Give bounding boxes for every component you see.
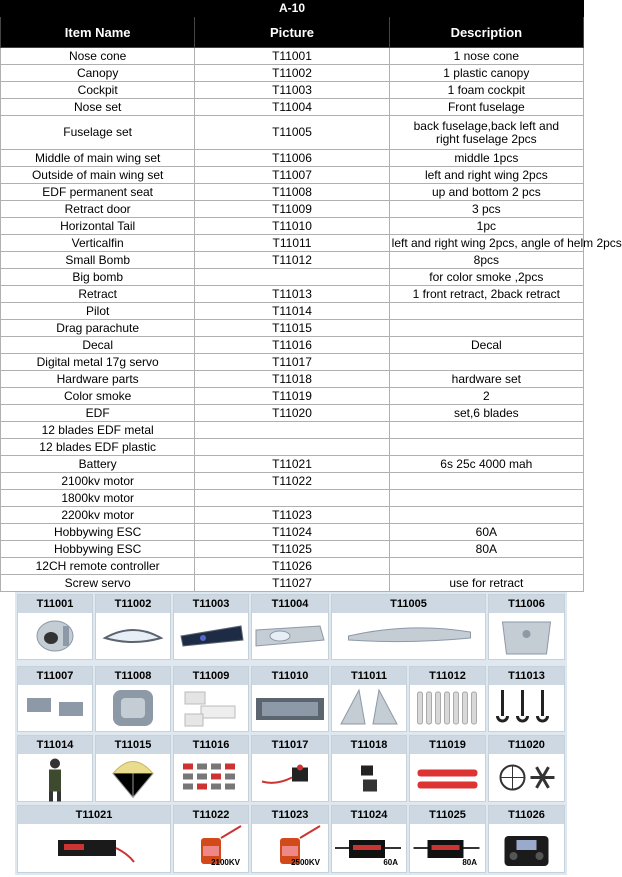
item-name-cell: Fuselage set	[1, 116, 195, 150]
description-cell	[389, 575, 583, 592]
description-cell	[389, 405, 583, 422]
item-name-cell: Hobbywing ESC	[1, 541, 195, 558]
catalog-code-label: T11018	[332, 736, 406, 754]
item-name-cell: EDF	[1, 405, 195, 422]
picture-code-cell: T11012	[195, 252, 389, 269]
title-row	[1, 1, 584, 17]
description-cell	[389, 150, 583, 167]
table-row	[1, 252, 584, 269]
picture-code-cell: T11008	[195, 184, 389, 201]
table-row	[1, 48, 584, 65]
description-text: Front fuselage	[447, 99, 525, 114]
table-row	[1, 388, 584, 405]
description-cell	[389, 167, 583, 184]
header-picture: Picture	[195, 17, 389, 48]
description-cell	[389, 286, 583, 303]
table-row	[1, 575, 584, 592]
catalog-sub-label: 2500KV	[291, 858, 320, 867]
catalog-code-label: T11007	[18, 667, 92, 685]
catalog-code-label: T11015	[96, 736, 170, 754]
table-row	[1, 439, 584, 456]
catalog-code-label: T11005	[332, 595, 485, 613]
item-name-cell: Cockpit	[1, 82, 195, 99]
catalog-sub-label: 2100KV	[211, 858, 240, 867]
catalog-cell	[488, 666, 565, 732]
item-name-cell: 2100kv motor	[1, 473, 195, 490]
description-cell	[389, 507, 583, 524]
item-name-cell: Hobbywing ESC	[1, 524, 195, 541]
catalog-cell	[331, 594, 486, 660]
picture-code-cell: T11017	[195, 354, 389, 371]
table-row	[1, 269, 584, 286]
picture-code-cell: T11013	[195, 286, 389, 303]
item-name-cell: Retract	[1, 286, 195, 303]
item-name-cell: Big bomb	[1, 269, 195, 286]
description-text: 60A	[475, 524, 497, 539]
catalog-cell	[331, 805, 407, 873]
table-row	[1, 524, 584, 541]
catalog-sub-label: 60A	[383, 858, 398, 867]
table-row	[1, 507, 584, 524]
small-bomb-icon	[410, 685, 485, 731]
table-row	[1, 354, 584, 371]
outer-wing-icon	[18, 685, 92, 731]
item-name-cell: Outside of main wing set	[1, 167, 195, 184]
description-text: for color smoke ,2pcs	[429, 269, 544, 284]
header-description: Description	[389, 17, 583, 48]
table-row	[1, 558, 584, 575]
header-item-name: Item Name	[1, 17, 195, 48]
catalog-cell	[331, 666, 407, 732]
item-name-cell: EDF permanent seat	[1, 184, 195, 201]
table-row	[1, 405, 584, 422]
description-cell	[389, 354, 583, 371]
catalog-code-label: T11014	[18, 736, 92, 754]
catalog-cell	[95, 666, 171, 732]
item-name-cell: 2200kv motor	[1, 507, 195, 524]
description-cell	[389, 303, 583, 320]
photo-catalog	[15, 592, 567, 875]
item-name-cell: Color smoke	[1, 388, 195, 405]
description-text: set,6 blades	[453, 405, 519, 420]
catalog-cell	[251, 805, 329, 873]
description-cell	[389, 252, 583, 269]
description-cell	[389, 235, 622, 252]
catalog-cell	[409, 805, 486, 873]
picture-code-cell: T11014	[195, 303, 389, 320]
description-text-line2: right fuselage 2pcs	[435, 131, 537, 146]
description-cell	[389, 558, 583, 575]
item-name-cell: Pilot	[1, 303, 195, 320]
catalog-cell	[251, 666, 329, 732]
catalog-sub-label: 80A	[462, 858, 477, 867]
picture-code-cell: T11025	[195, 541, 389, 558]
description-text: 1 nose cone	[453, 48, 520, 63]
item-name-cell: Digital metal 17g servo	[1, 354, 195, 371]
catalog-code-label: T11001	[18, 595, 92, 613]
catalog-cell	[331, 735, 407, 802]
picture-code-cell: T11005	[195, 116, 389, 150]
table-row	[1, 541, 584, 558]
catalog-cell	[251, 594, 329, 660]
description-text: hardware set	[451, 371, 522, 386]
nose-set-icon	[252, 613, 328, 659]
catalog-cell	[95, 594, 171, 660]
catalog-cell	[409, 666, 486, 732]
description-text: use for retract	[449, 575, 524, 590]
table-row	[1, 320, 584, 337]
picture-code-cell: T11024	[195, 524, 389, 541]
catalog-code-label: T11020	[489, 736, 564, 754]
catalog-code-label: T11026	[489, 806, 564, 824]
description-text: middle 1pcs	[454, 150, 519, 165]
catalog-cell	[17, 735, 93, 802]
table-row	[1, 201, 584, 218]
catalog-code-label: T11008	[96, 667, 170, 685]
item-name-cell: 12 blades EDF plastic	[1, 439, 195, 456]
catalog-code-label: T11002	[96, 595, 170, 613]
item-name-cell: Nose set	[1, 99, 195, 116]
picture-code-cell: T11011	[195, 235, 389, 252]
table-row	[1, 473, 584, 490]
edf-seat-icon	[96, 685, 170, 731]
color-smoke-icon	[410, 754, 485, 801]
item-name-cell: Middle of main wing set	[1, 150, 195, 167]
picture-code-cell: T11015	[195, 320, 389, 337]
description-cell	[389, 541, 583, 558]
table-row	[1, 490, 584, 507]
item-name-cell: Retract door	[1, 201, 195, 218]
picture-code-cell: T11007	[195, 167, 389, 184]
picture-code-cell	[195, 439, 389, 456]
catalog-cell	[173, 594, 249, 660]
table-row	[1, 422, 584, 439]
picture-code-cell: T11019	[195, 388, 389, 405]
catalog-cell	[17, 594, 93, 660]
description-text: Decal	[470, 337, 502, 352]
description-text: 1pc	[476, 218, 496, 233]
catalog-cell	[173, 805, 249, 873]
item-name-cell: Horizontal Tail	[1, 218, 195, 235]
catalog-cell	[173, 735, 249, 802]
fuselage-icon	[332, 613, 485, 659]
catalog-code-label: T11003	[174, 595, 248, 613]
picture-code-cell: T11002	[195, 65, 389, 82]
catalog-cell	[488, 594, 565, 660]
item-name-cell: Decal	[1, 337, 195, 354]
description-cell	[389, 439, 583, 456]
item-name-cell: Hardware parts	[1, 371, 195, 388]
catalog-cell	[173, 666, 249, 732]
table-row	[1, 286, 584, 303]
catalog-code-label: T11023	[252, 806, 328, 824]
catalog-code-label: T11017	[252, 736, 328, 754]
item-name-cell: Verticalfin	[1, 235, 195, 252]
description-cell	[389, 371, 583, 388]
picture-code-cell	[195, 269, 389, 286]
catalog-code-label: T11006	[489, 595, 564, 613]
description-cell	[389, 65, 583, 82]
horizontal-tail-icon	[252, 685, 328, 731]
battery-icon	[18, 824, 170, 872]
middle-wing-icon	[489, 613, 564, 659]
description-cell	[389, 456, 583, 473]
remote-controller-icon	[489, 824, 564, 872]
catalog-code-label: T11021	[18, 806, 170, 824]
description-text: 3 pcs	[471, 201, 501, 216]
table-row	[1, 371, 584, 388]
picture-code-cell: T11022	[195, 473, 389, 490]
picture-code-cell: T11027	[195, 575, 389, 592]
retract-icon	[489, 685, 564, 731]
description-cell	[389, 269, 583, 286]
item-name-cell: Nose cone	[1, 48, 195, 65]
description-cell	[389, 82, 583, 99]
item-name-cell: 1800kv motor	[1, 490, 195, 507]
picture-code-cell: T11016	[195, 337, 389, 354]
description-text: left and right wing 2pcs	[424, 167, 548, 182]
catalog-cell	[95, 735, 171, 802]
picture-code-cell: T11020	[195, 405, 389, 422]
catalog-cell	[488, 805, 565, 873]
edf-icon	[489, 754, 564, 801]
picture-code-cell: T11004	[195, 99, 389, 116]
table-row	[1, 99, 584, 116]
table-title: A-10	[1, 1, 584, 17]
item-name-cell: 12CH remote controller	[1, 558, 195, 575]
description-cell	[389, 201, 583, 218]
description-cell	[389, 48, 583, 65]
picture-code-cell: T11001	[195, 48, 389, 65]
description-text: 1 front retract, 2back retract	[412, 286, 561, 301]
picture-code-cell: T11023	[195, 507, 389, 524]
description-cell	[389, 524, 583, 541]
description-text: back fuselage,back left and	[413, 118, 560, 133]
table-row	[1, 82, 584, 99]
pilot-icon	[18, 754, 92, 801]
item-name-cell: 12 blades EDF metal	[1, 422, 195, 439]
header-row	[1, 17, 584, 48]
picture-code-cell: T11006	[195, 150, 389, 167]
description-cell	[389, 337, 583, 354]
picture-code-cell: T11009	[195, 201, 389, 218]
parachute-icon	[96, 754, 170, 801]
catalog-cell	[409, 735, 486, 802]
catalog-code-label: T11022	[174, 806, 248, 824]
description-cell	[389, 218, 583, 235]
retract-door-icon	[174, 685, 248, 731]
item-name-cell: Battery	[1, 456, 195, 473]
cockpit-icon	[174, 613, 248, 659]
catalog-code-label: T11013	[489, 667, 564, 685]
description-cell	[389, 422, 583, 439]
catalog-cell	[17, 805, 171, 873]
catalog-code-label: T11025	[410, 806, 485, 824]
picture-code-cell	[195, 490, 389, 507]
picture-code-cell: T11003	[195, 82, 389, 99]
description-cell	[389, 320, 583, 337]
catalog-code-label: T11019	[410, 736, 485, 754]
catalog-code-label: T11011	[332, 667, 406, 685]
canopy-icon	[96, 613, 170, 659]
picture-code-cell: T11010	[195, 218, 389, 235]
item-name-cell: Screw servo	[1, 575, 195, 592]
nose-cone-icon	[18, 613, 92, 659]
description-text: 8pcs	[473, 252, 499, 267]
table-row	[1, 167, 584, 184]
description-text: 6s 25c 4000 mah	[440, 456, 533, 471]
picture-code-cell	[195, 422, 389, 439]
table-row	[1, 456, 584, 473]
description-text: 1 foam cockpit	[447, 82, 526, 97]
item-name-cell: Small Bomb	[1, 252, 195, 269]
catalog-cell	[251, 735, 329, 802]
description-cell	[389, 473, 583, 490]
catalog-code-label: T11016	[174, 736, 248, 754]
catalog-code-label: T11009	[174, 667, 248, 685]
table-row	[1, 303, 584, 320]
description-text: left and right wing 2pcs, angle of helm 2pcs	[391, 235, 622, 250]
picture-code-cell: T11021	[195, 456, 389, 473]
description-cell	[389, 388, 583, 405]
catalog-code-label: T11012	[410, 667, 485, 685]
decal-icon	[174, 754, 248, 801]
table-row	[1, 218, 584, 235]
picture-code-cell: T11018	[195, 371, 389, 388]
catalog-code-label: T11024	[332, 806, 406, 824]
table-row	[1, 184, 584, 201]
item-name-cell: Canopy	[1, 65, 195, 82]
catalog-cell	[17, 666, 93, 732]
description-cell	[389, 184, 583, 201]
table-row	[1, 65, 584, 82]
description-cell	[389, 116, 583, 150]
description-cell	[389, 490, 583, 507]
description-text: 80A	[475, 541, 497, 556]
description-cell	[389, 99, 583, 116]
description-text: 1 plastic canopy	[443, 65, 530, 80]
vertical-fin-icon	[332, 685, 406, 731]
catalog-code-label: T11010	[252, 667, 328, 685]
servo-icon	[252, 754, 328, 801]
picture-code-cell: T11026	[195, 558, 389, 575]
description-text: 2	[482, 388, 490, 403]
table-row	[1, 116, 584, 150]
table-row	[1, 337, 584, 354]
hardware-icon	[332, 754, 406, 801]
description-text: up and bottom 2 pcs	[431, 184, 541, 199]
table-row	[1, 150, 584, 167]
item-name-cell: Drag parachute	[1, 320, 195, 337]
catalog-code-label: T11004	[252, 595, 328, 613]
table-row	[1, 235, 584, 252]
catalog-cell	[488, 735, 565, 802]
